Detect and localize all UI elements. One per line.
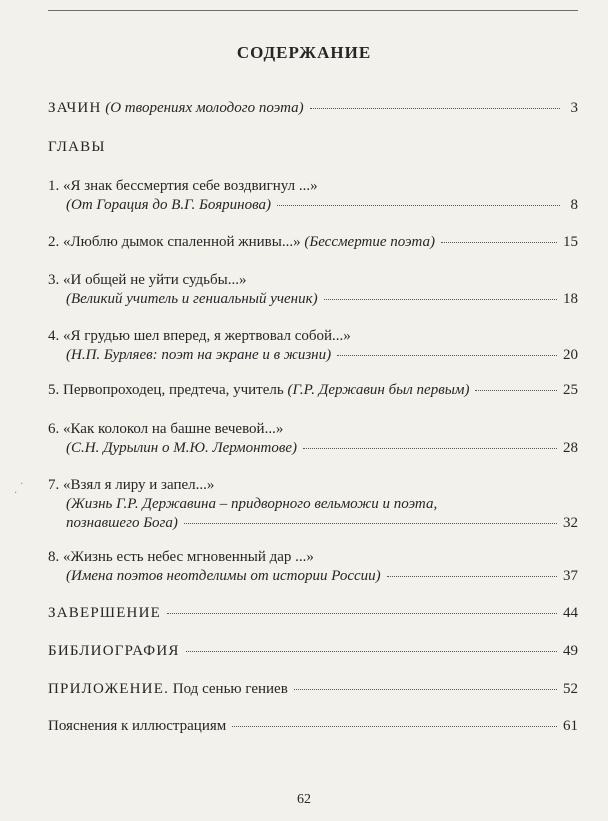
dot-leader [184,523,557,524]
page-number: 52 [563,681,578,697]
page-number: 37 [563,568,578,584]
toc-entry-zavershenie[interactable] [48,604,578,623]
toc-entry-bibliografiya[interactable] [48,642,578,661]
toc-entry-chapter-8[interactable] [48,548,578,586]
toc-entry-prilozhenie[interactable] [48,680,578,699]
chapter-number: 2. [48,234,60,250]
toc-entry-chapter-2[interactable] [48,233,578,252]
ink-speck: · [14,488,18,499]
toc-entry-chapter-6[interactable] [48,420,578,458]
page-number: 44 [563,605,578,621]
chapter-title: «Как колокол на башне вечевой...» [63,421,284,437]
entry-label: ЗАЧИН [48,100,102,116]
chapter-subtitle: (Бессмертие поэта) [304,234,435,250]
chapter-title: «Я знак бессмертия себе воздвигнул ...» [63,178,318,194]
page-number: 8 [570,197,578,213]
toc-entry-poyasneniya[interactable] [48,717,578,736]
toc-entry-zachin[interactable] [48,99,578,118]
page-number: 49 [563,643,578,659]
toc-entry-chapter-4[interactable] [48,327,578,365]
dot-leader [475,390,557,391]
page-number: 15 [563,234,578,250]
dot-leader [387,576,557,577]
chapter-number: 1. [48,178,60,194]
top-rule [48,10,578,11]
chapter-number: 7. [48,477,60,493]
dot-leader [294,689,557,690]
chapter-title: «Я грудью шел вперед, я жертвовал собой...» [63,328,351,344]
toc-entry-chapter-3[interactable] [48,271,578,309]
ink-speck: · [20,479,24,490]
dot-leader [186,651,557,652]
entry-label: Пояснения к иллюстрациям [48,718,227,734]
entry-subtitle: Под сенью гениев [172,681,288,697]
page-number: 61 [563,718,578,734]
chapter-subtitle: (С.Н. Дурылин о М.Ю. Лермонтове) [66,440,298,456]
chapter-subtitle: (Имена поэтов неотделимы от истории России) [66,568,381,584]
dot-leader [337,355,557,356]
chapter-number: 8. [48,549,60,565]
entry-subtitle: (О творениях молодого поэта) [105,100,304,116]
toc-entry-chapter-5[interactable] [48,381,578,400]
page-number: 32 [563,515,578,531]
dot-leader [303,448,557,449]
page-number: 25 [563,382,578,398]
page-number: 20 [563,347,578,363]
chapter-subtitle: (От Горация до В.Г. Бояринова) [66,197,272,213]
entry-label: ЗАВЕРШЕНИЕ [48,605,161,621]
dot-leader [324,299,557,300]
page-number: 18 [563,291,578,307]
chapter-title: «И общей не уйти судьбы...» [63,272,247,288]
chapter-number: 6. [48,421,60,437]
chapter-title: «Взял я лиру и запел...» [63,477,215,493]
toc-heading: СОДЕРЖАНИЕ [236,43,372,62]
chapter-subtitle-line-2: познавшего Бога) [66,515,178,531]
chapter-subtitle: (Г.Р. Державин был первым) [287,382,470,398]
chapter-subtitle: (Н.П. Бурляев: поэт на экране и в жизни) [66,347,332,363]
page-folio: 62 [297,792,311,807]
chapter-title: «Жизнь есть небес мгновенный дар ...» [63,549,314,565]
chapter-number: 3. [48,272,60,288]
chapter-number: 5. [48,382,60,398]
dot-leader [277,205,560,206]
entry-label: ПРИЛОЖЕНИЕ. [48,681,170,697]
chapter-title: «Люблю дымок спаленной жнивы...» [63,234,301,250]
dot-leader [441,242,557,243]
page-number: 28 [563,440,578,456]
toc-entry-chapter-1[interactable] [48,177,578,215]
page-number: 3 [570,100,578,116]
dot-leader [167,613,557,614]
chapter-subtitle: (Великий учитель и гениальный ученик) [66,291,318,307]
entry-label: БИБЛИОГРАФИЯ [48,643,180,659]
section-heading-glavy: ГЛАВЫ [48,139,106,155]
dot-leader [232,726,557,727]
chapter-subtitle-line-1: (Жизнь Г.Р. Державина – придворного вельможи и поэта, [66,496,438,512]
chapter-number: 4. [48,328,60,344]
chapter-title: Первопроходец, предтеча, учитель [63,382,284,398]
dot-leader [310,108,560,109]
toc-entry-chapter-7[interactable] [48,476,578,533]
